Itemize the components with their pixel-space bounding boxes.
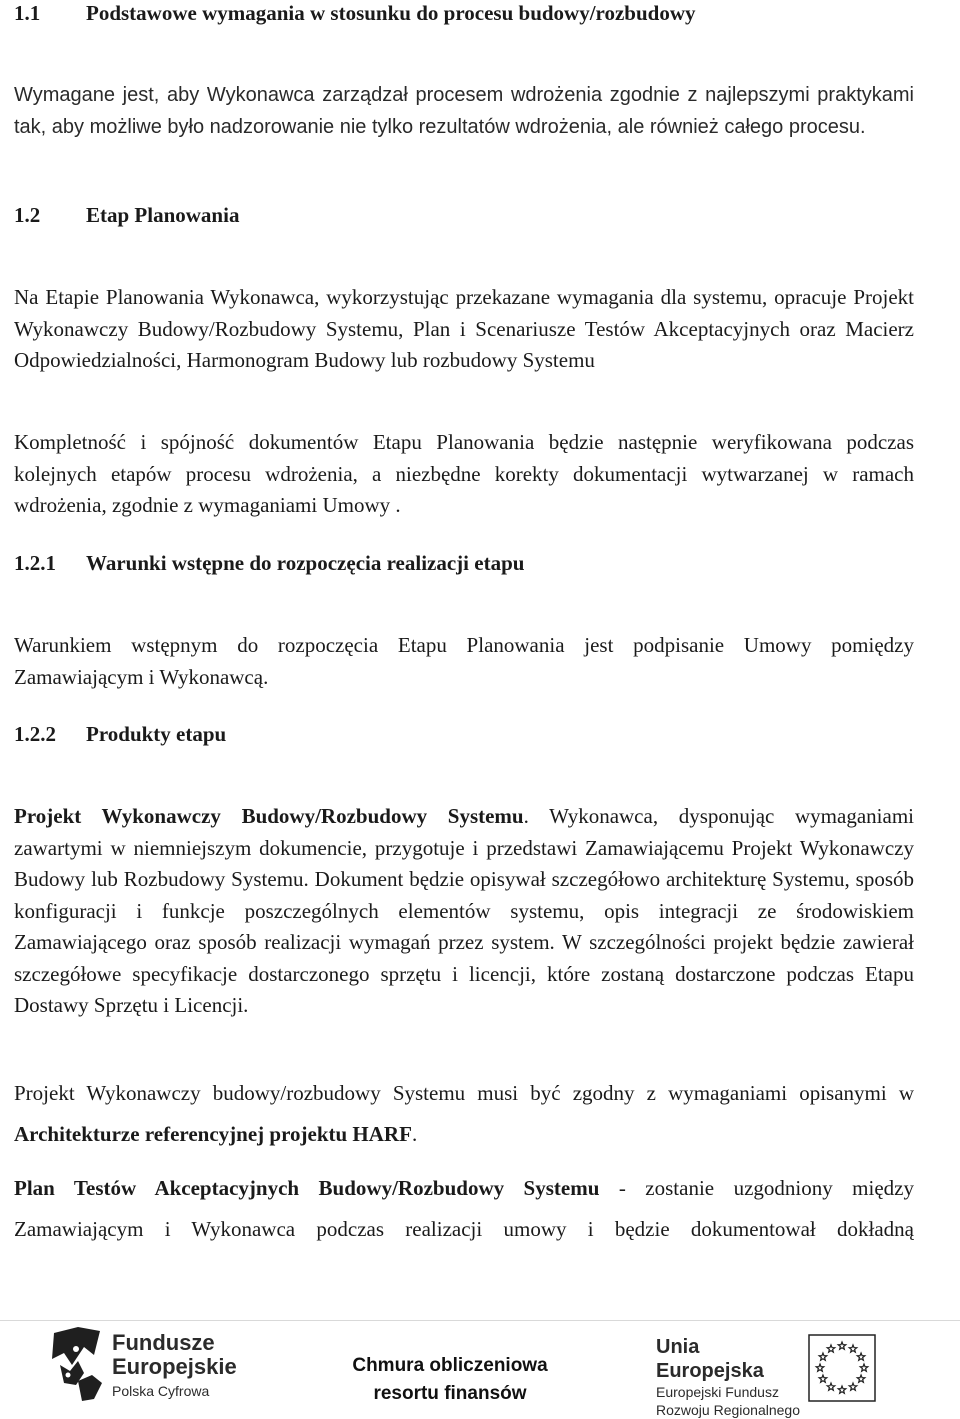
logo-line-3: Polska Cyfrowa	[112, 1383, 210, 1399]
fundusze-europejskie-logo	[48, 1325, 248, 1407]
section-1-1-heading	[14, 0, 920, 26]
paragraph-text: Projekt Wykonawczy budowy/rozbudowy Systemu musi być zgodny z wymaganiami opisanymi w	[14, 1081, 914, 1105]
section-title: Podstawowe wymagania w stosunku do procesu budowy/rozbudowy	[86, 1, 696, 25]
eu-line-1: Unia Europejska	[656, 1336, 764, 1382]
paragraph-text: - zostanie uzgodniony między Zamawiającym i Wykonawca podczas realizacji umowy i będzie dokumentował dokładną	[14, 1176, 914, 1241]
paragraph-planning-stage	[14, 282, 914, 410]
paragraph-preconditions	[14, 630, 914, 694]
paragraph-text: . Wykonawca, dysponując wymaganiami zawartymi w niemniejszym dokumencie, przygotuje i przedstawi Zamawiającemu Projekt Wykonawczy Budowy lub Rozbudowy Systemu. Dokument będzie opisywał szczegółowo architekturę Systemu, sposób konfiguracji i funkcje poszczególnych elementów systemu, opis integracji ze środowiskiem Zamawiającego oraz sposób realizacji wymagań przez system. W szczególności projekt będzie zawierał szczegółowe specyfikacje dostarczonego sprzętu i licencji, które zostaną dostarczone podczas Etapu Dostawy Sprzętu i Licencji.	[14, 804, 914, 1017]
section-title: Etap Planowania	[86, 203, 240, 227]
footer-project-caption	[330, 1352, 570, 1408]
eu-line-2: Europejski Fundusz	[656, 1384, 779, 1400]
paragraph-text: Wymagane jest, aby Wykonawca zarządzał procesem wdrożenia zgodnie z najlepszymi praktykami tak, aby możliwe było nadzorowanie nie tylko rezultatów wdrożenia, ale również całego procesu.	[14, 84, 914, 138]
paragraph-document-consistency	[14, 427, 914, 523]
section-number: 1.1	[14, 1, 41, 25]
logo-line-2: Europejskie	[112, 1354, 237, 1379]
section-1-2-heading	[14, 202, 920, 228]
paragraph-end: .	[411, 1122, 418, 1146]
eu-flag-icon	[808, 1334, 876, 1402]
bold-lead: Plan Testów Akceptacyjnych Budowy/Rozbudowy Systemu	[14, 1176, 600, 1200]
paragraph-acceptance-tests	[14, 1168, 914, 1248]
eu-logo-text	[656, 1335, 806, 1419]
paragraph-process-requirements	[14, 80, 914, 176]
section-1-2-1-heading	[14, 550, 920, 576]
eu-line-3: Rozwoju Regionalnego	[656, 1402, 800, 1418]
caption-line-2: resortu finansów	[373, 1383, 527, 1404]
section-number: 1.2.2	[14, 722, 56, 746]
footer-divider	[0, 1320, 960, 1321]
section-title: Produkty etapu	[86, 722, 227, 746]
paragraph-harf-compliance	[14, 1073, 914, 1153]
bold-reference: Architekturze referencyjnej projektu HARF	[14, 1122, 412, 1146]
section-number: 1.2.1	[14, 551, 56, 575]
logo-line-1: Fundusze	[112, 1330, 215, 1355]
fe-logo-icon	[48, 1325, 110, 1405]
bold-lead: Projekt Wykonawczy Budowy/Rozbudowy Systemu	[14, 804, 524, 828]
paragraph-execution-project	[14, 801, 914, 1057]
paragraph-text: Na Etapie Planowania Wykonawca, wykorzystując przekazane wymagania dla systemu, opracuje Projekt Wykonawczy Budowy/Rozbudowy Systemu, Plan i Scenariusze Testów Akceptacyjnych oraz Macierz Odpowiedzialności, Harmonogram Budowy lub rozbudowy Systemu	[14, 285, 914, 372]
paragraph-text: Kompletność i spójność dokumentów Etapu Planowania będzie następnie weryfikowana podczas kolejnych etapów procesu wdrożenia, a niezbędne korekty dokumentacji wytwarzanej w ramach wdrożenia, zgodnie z wymaganiami Umowy .	[14, 430, 914, 517]
section-title: Warunki wstępne do rozpoczęcia realizacji etapu	[86, 551, 525, 575]
caption-line-1: Chmura obliczeniowa	[352, 1355, 548, 1376]
paragraph-text: Warunkiem wstępnym do rozpoczęcia Etapu Planowania jest podpisanie Umowy pomiędzy Zamawiającym i Wykonawcą.	[14, 633, 914, 689]
section-1-2-2-heading	[14, 721, 920, 747]
section-number: 1.2	[14, 203, 41, 227]
